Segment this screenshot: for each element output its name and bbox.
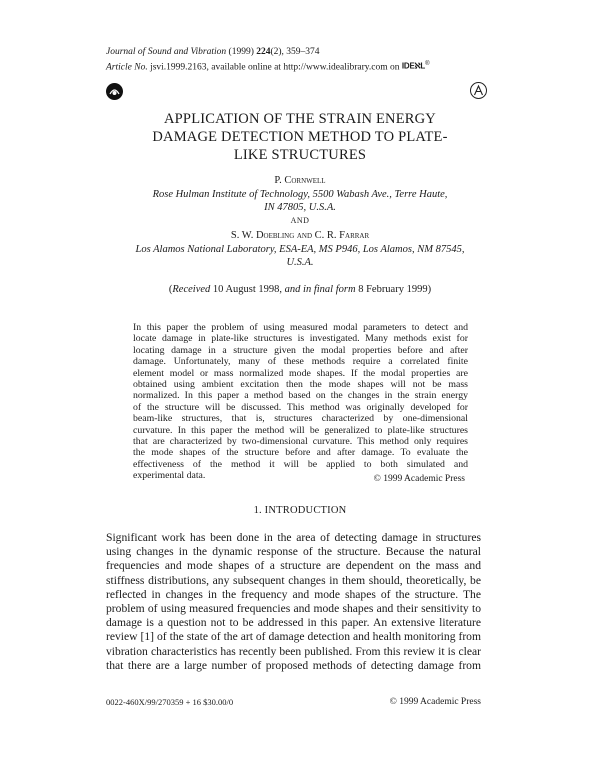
body-line: frequencies and mode shapes of a structure are dependent on the mass and: [106, 559, 481, 573]
body-line: Significant work has been done in the area of detecting damage in structures: [106, 531, 481, 544]
article-info: [106, 58, 429, 74]
abstract-line: element model or mass normalized mode shapes. If the modal properties are: [133, 367, 468, 379]
title-line: APPLICATION OF THE STRAIN ENERGY: [164, 111, 436, 127]
title-line: LIKE STRUCTURES: [233, 147, 367, 163]
author-cornwell: P. Cornwell: [274, 175, 326, 186]
abstract-line: of the structure will be discussed. This method was originally developed for: [133, 401, 468, 413]
abstract-line: locating damage in a structure given the modal properties before and after: [133, 344, 468, 356]
publisher-seal-icon: [106, 83, 123, 100]
section-heading-introduction: 1. INTRODUCTION: [253, 505, 347, 516]
journal-year: (1999): [228, 47, 254, 57]
abstract-line: normalized. In this paper a method based on the changes in the strain energy: [133, 390, 468, 402]
title-line: DAMAGE DETECTION METHOD TO PLATE-: [152, 129, 448, 145]
body-line: stiffness distributions, any subsequent changes in them should, theoretically, be: [106, 573, 481, 587]
journal-volume: 224: [256, 47, 271, 57]
abstract-copyright: © 1999 Academic Press: [373, 474, 465, 484]
body-line: review [1] of the state of the art of damage detection and health monitoring from: [106, 630, 481, 644]
body-line: damage is a question not to be addressed in this paper. An extensive literature: [106, 616, 481, 630]
abstract-line: locate damage in plate-like structures is investigated. Many methods exist for: [133, 333, 468, 345]
abstract-line: beam-like structures, that is, structures characterized by one-dimensional: [133, 413, 468, 425]
journal-issue-pages: (2), 359–374: [270, 47, 320, 57]
abstract-line: the mode shapes of the structure before and after damage. To evaluate the: [133, 447, 468, 459]
affiliation-los-alamos: Los Alamos National Laboratory, ESA-EA, MS P946, Los Alamos, NM 87545, U.S.A.: [135, 244, 465, 268]
abstract-line: curvature. In this paper the method will be generalized to plate-like structures: [133, 424, 468, 436]
introduction-body: [106, 531, 481, 673]
body-line: problem of using measured frequencies and mode shapes and their sensitivity to: [106, 602, 481, 616]
body-line: vibration characteristics has recently been published. From this review it is clear: [106, 644, 481, 658]
article-label: Article No.: [106, 62, 148, 73]
abstract-line: that are characterized by two-dimensional curvature. This method only requires: [133, 436, 468, 448]
body-line: that there are a large number of proposed methods of detecting damage from: [106, 658, 481, 672]
abstract-line: In this paper the problem of using measured modal parameters to detect and: [133, 322, 468, 333]
author-doebling-farrar: S. W. Doebling and C. R. Farrar: [230, 230, 370, 241]
received-dates: (Received 10 August 1998, and in final form 8 February 1999): [168, 284, 432, 295]
author-separator: AND: [290, 216, 310, 225]
abstract-line: experimental data.: [133, 470, 206, 482]
article-availability: jsvi.1999.2163, available online at http://www.idealibrary.com on: [150, 62, 400, 73]
footer-code: 0022-460X/99/270359 + 16 $30.00/0: [106, 697, 234, 707]
footer-copyright: © 1999 Academic Press: [389, 697, 481, 707]
academic-press-icon: [470, 82, 487, 99]
journal-citation: [106, 46, 320, 58]
abstract-line: damage. Unfortunately, many of these methods require a correlated finite: [133, 356, 468, 368]
affiliation-rose-hulman: Rose Hulman Institute of Technology, 5500 Wabash Ave., Terre Haute, IN 47805, U.S.A.: [152, 189, 448, 213]
paper-title: [60, 110, 540, 164]
abstract: [133, 322, 468, 482]
abstract-line: effectiveness of the method it will be applied to both simulated and: [133, 458, 468, 470]
body-line: using changes in the dynamic response of the structure. Because the natural: [106, 545, 481, 559]
journal-name: Journal of Sound and Vibration: [106, 47, 227, 57]
abstract-line: obtained using ambient excitation then the mode shapes will not be mass: [133, 379, 468, 391]
ideal-logo: IDEℵL®: [401, 61, 430, 71]
body-line: reflected in changes in the frequency and mode shapes of the structure. The: [106, 587, 481, 601]
